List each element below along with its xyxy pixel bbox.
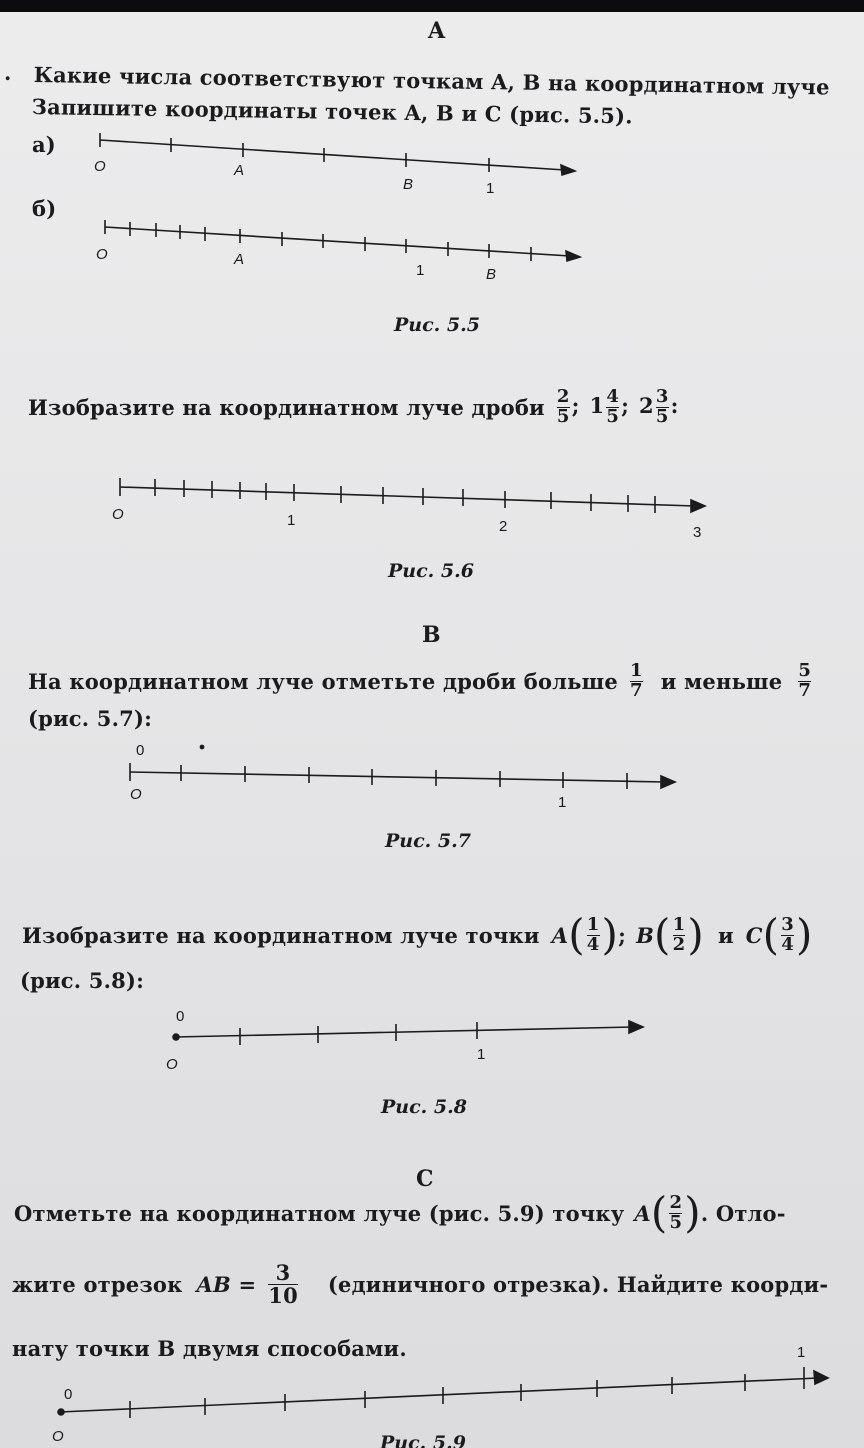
frac-den: 5 — [606, 405, 620, 427]
ray-fig-5-7 — [130, 763, 675, 789]
task5-line2 — [12, 1262, 828, 1307]
fig55a-label-one: 1 — [486, 180, 495, 197]
task5-ab: AB = — [196, 1272, 257, 1298]
caption-fig-5-5: Рис. 5.5 — [394, 314, 480, 336]
fig55b-label-a: A — [234, 251, 245, 268]
fig56-label-two: 2 — [499, 518, 508, 535]
fig58-label-one: 1 — [477, 1046, 486, 1063]
task2-frac-1 — [555, 388, 580, 427]
task3-line2: (рис. 5.7): — [28, 706, 153, 731]
ray-fig-5-5b — [105, 220, 580, 261]
task1-bullet: . — [4, 60, 12, 85]
fig55b-label-origin: O — [96, 246, 108, 263]
ray-line — [100, 140, 565, 170]
task3-mid: и меньше — [660, 668, 783, 694]
fig57-label-origin: O — [130, 786, 142, 803]
fig55a-label-origin: O — [94, 158, 106, 175]
frac-num: 2 — [669, 1191, 683, 1213]
frac-den: 10 — [268, 1283, 298, 1309]
task1-sub-b: б) — [32, 196, 57, 221]
task4-text: Изобразите на координатном луче точки — [22, 922, 540, 948]
frac-num: 1 — [586, 913, 600, 935]
frac-sep: : — [670, 392, 679, 418]
task5-line1 — [14, 1188, 786, 1237]
ray-arrow — [629, 1021, 643, 1033]
task1-line2: Запишите координаты точек A, B и C (рис. 5.5). — [31, 94, 633, 129]
frac-num: 4 — [606, 386, 620, 407]
ray-line — [60, 1378, 818, 1412]
ray-fig-5-8 — [173, 1021, 643, 1045]
fig55b-label-one: 1 — [416, 262, 425, 279]
task1-line1: Какие числа соответствуют точкам A, B на координатном луче — [33, 62, 830, 100]
point-name: A — [551, 922, 569, 948]
task2-frac-2 — [590, 388, 630, 427]
task3-frac-2 — [798, 662, 811, 701]
task4-point-b: B ( $\frac{1}{2}$ ) и — [636, 910, 734, 959]
caption-fig-5-7: Рис. 5.7 — [385, 830, 471, 852]
ray-line — [130, 772, 665, 782]
frac-den: 5 — [669, 1211, 683, 1233]
section-header-a: A — [428, 18, 446, 44]
frac-num: 3 — [655, 386, 669, 407]
frac-den: 4 — [586, 933, 600, 955]
ray-line — [175, 1027, 633, 1037]
task5-line2-end: (единичного отрезка). Найдите коорди- — [327, 1272, 829, 1298]
frac-num: 5 — [798, 660, 812, 681]
fig58-label-origin: O — [166, 1056, 178, 1073]
fig55b-label-b: B — [486, 266, 497, 283]
point-name: A — [634, 1200, 651, 1226]
task5-line1-start: Отметьте на координатном луче (рис. 5.9) точку — [14, 1200, 625, 1226]
task3-text: На координатном луче отметьте дроби больше — [28, 668, 618, 694]
fig59-label-zero: 0 — [64, 1386, 73, 1403]
task5-ab-frac — [268, 1262, 298, 1307]
stray-dot — [200, 745, 203, 748]
task2-line — [28, 388, 679, 427]
frac-num: 2 — [556, 386, 570, 407]
ray-arrow — [566, 251, 580, 261]
task1-sub-a: а) — [32, 132, 56, 157]
ray-arrow — [814, 1371, 828, 1384]
fig55a-label-b: B — [403, 176, 414, 193]
fig58-label-zero: 0 — [176, 1008, 185, 1025]
caption-fig-5-6: Рис. 5.6 — [388, 560, 474, 582]
ray-arrow — [561, 165, 575, 175]
caption-fig-5-8: Рис. 5.8 — [381, 1096, 467, 1118]
ray-line — [105, 227, 570, 256]
frac-num: 3 — [781, 913, 794, 935]
task4-point-c: C ( $\frac{3}{4}$ ) — [745, 910, 813, 959]
frac-sep: ; — [621, 392, 630, 418]
fig55a-label-a: A — [234, 162, 245, 179]
task3-line1 — [28, 662, 813, 701]
task5-line3: нату точки B двумя способами. — [12, 1336, 407, 1361]
caption-fig-5-9: Рис. 5.9 — [380, 1432, 466, 1448]
ray-line — [120, 487, 695, 506]
fig57-label-one: 1 — [558, 794, 567, 811]
frac-den: 5 — [556, 405, 570, 427]
point-name: B — [636, 922, 655, 948]
frac-den: 5 — [655, 405, 669, 427]
frac-num: 3 — [275, 1260, 291, 1285]
task5-point-a: A ( $\frac{2}{5}$ ) — [634, 1188, 701, 1237]
fig57-label-zero: 0 — [136, 742, 145, 759]
section-header-b: B — [422, 622, 441, 648]
task5-line2-start: жите отрезок — [12, 1272, 183, 1298]
task4-point-a: A ( $\frac{1}{4}$ ) ; — [551, 910, 627, 959]
frac-sep: ; — [571, 392, 580, 418]
frac-whole: 1 — [589, 392, 605, 418]
point-name: C — [745, 922, 763, 948]
section-header-c: C — [416, 1166, 434, 1192]
point-sep: ; — [618, 922, 627, 948]
fig59-label-origin: O — [52, 1428, 64, 1445]
task4-line1 — [22, 910, 813, 959]
task2-frac-3 — [639, 388, 679, 427]
point-sep: и — [717, 922, 734, 948]
task2-text: Изобразите на координатном луче дроби — [28, 394, 545, 420]
ray-fig-5-6 — [120, 478, 705, 513]
task4-line2: (рис. 5.8): — [20, 968, 145, 993]
ray-arrow — [661, 776, 675, 788]
task3-frac-1 — [630, 662, 643, 701]
task5-line1-end: . Отло- — [700, 1200, 786, 1226]
frac-den: 7 — [629, 679, 643, 701]
frac-num: 1 — [629, 660, 643, 681]
frac-den: 7 — [798, 679, 812, 701]
ray-arrow — [691, 500, 705, 512]
frac-whole: 2 — [639, 392, 654, 418]
fig56-label-three: 3 — [693, 524, 702, 541]
ray-fig-5-9 — [58, 1367, 828, 1418]
ray-fig-5-5a — [100, 133, 575, 175]
frac-num: 1 — [672, 913, 686, 935]
fig56-label-one: 1 — [287, 512, 296, 529]
frac-den: 4 — [781, 933, 794, 955]
frac-den: 2 — [672, 933, 686, 955]
fig59-label-one: 1 — [797, 1344, 806, 1361]
fig56-label-origin: O — [112, 506, 124, 523]
